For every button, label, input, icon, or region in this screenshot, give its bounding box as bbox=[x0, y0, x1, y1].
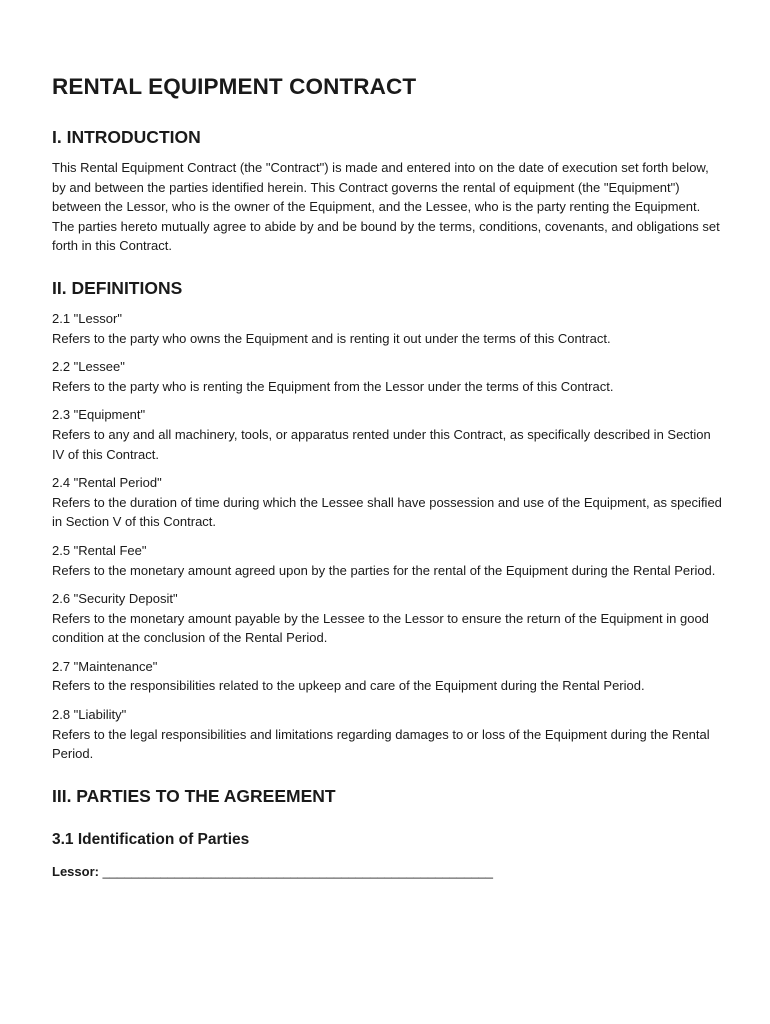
definition-item-liability bbox=[52, 705, 722, 764]
lessor-blank: ______________________________________________________ bbox=[102, 863, 494, 879]
definition-text: Refers to any and all machinery, tools, or apparatus rented under this Contract, as specifically described in Section IV of this Contract. bbox=[52, 426, 711, 462]
definition-item-lessor bbox=[52, 309, 722, 348]
definition-term: 2.5 "Rental Fee" bbox=[52, 542, 147, 558]
lessor-line bbox=[52, 862, 722, 882]
parties-heading: III. PARTIES TO THE AGREEMENT bbox=[52, 785, 336, 806]
document-title: RENTAL EQUIPMENT CONTRACT bbox=[52, 74, 417, 99]
definition-item-maintenance bbox=[52, 657, 722, 696]
definition-item-rental-fee bbox=[52, 541, 722, 580]
identification-subheading: 3.1 Identification of Parties bbox=[52, 830, 250, 848]
definition-item-equipment bbox=[52, 405, 722, 464]
definition-term: 2.7 "Maintenance" bbox=[52, 658, 158, 674]
definition-text: Refers to the party who is renting the Equipment from the Lessor under the terms of this Contract. bbox=[52, 378, 614, 394]
definitions-list bbox=[52, 309, 722, 764]
introduction-paragraph: This Rental Equipment Contract (the "Contract") is made and entered into on the date of execution set forth below, by and between the parties identified herein. This Contract governs the rental of equipment (the "Equipment") between the Lessor, who is the owner of the Equipment, and the Lessee, who is the party renting the Equipment. The parties hereto mutually agree to abide by and be bound by the terms, conditions, covenants, and obligations set forth in this Contract. bbox=[52, 160, 720, 254]
definition-text: Refers to the party who owns the Equipment and is renting it out under the terms of this Contract. bbox=[52, 330, 611, 346]
document-page bbox=[52, 70, 722, 881]
definition-term: 2.6 "Security Deposit" bbox=[52, 591, 178, 607]
definition-term: 2.3 "Equipment" bbox=[52, 407, 146, 423]
definition-term: 2.4 "Rental Period" bbox=[52, 475, 162, 491]
definition-term: 2.8 "Liability" bbox=[52, 707, 127, 723]
definition-item-rental-period bbox=[52, 473, 722, 532]
introduction-heading: I. INTRODUCTION bbox=[52, 127, 201, 147]
definition-term: 2.2 "Lessee" bbox=[52, 359, 125, 375]
lessor-label: Lessor: bbox=[52, 863, 99, 879]
definition-text: Refers to the monetary amount payable by the Lessee to the Lessor to ensure the return of the Equipment in good condition at the conclusion of the Rental Period. bbox=[52, 610, 709, 646]
definition-term: 2.1 "Lessor" bbox=[52, 310, 122, 326]
definition-text: Refers to the responsibilities related to the upkeep and care of the Equipment during the Rental Period. bbox=[52, 678, 645, 694]
definition-item-security-deposit bbox=[52, 589, 722, 648]
definitions-heading: II. DEFINITIONS bbox=[52, 277, 183, 298]
definition-text: Refers to the monetary amount agreed upon by the parties for the rental of the Equipment during the Rental Period. bbox=[52, 562, 716, 578]
definition-item-lessee bbox=[52, 357, 722, 396]
definition-text: Refers to the duration of time during which the Lessee shall have possession and use of the Equipment, as specified in Section V of this Contract. bbox=[52, 494, 722, 530]
definition-text: Refers to the legal responsibilities and limitations regarding damages to or loss of the Equipment during the Rental Period. bbox=[52, 726, 710, 762]
